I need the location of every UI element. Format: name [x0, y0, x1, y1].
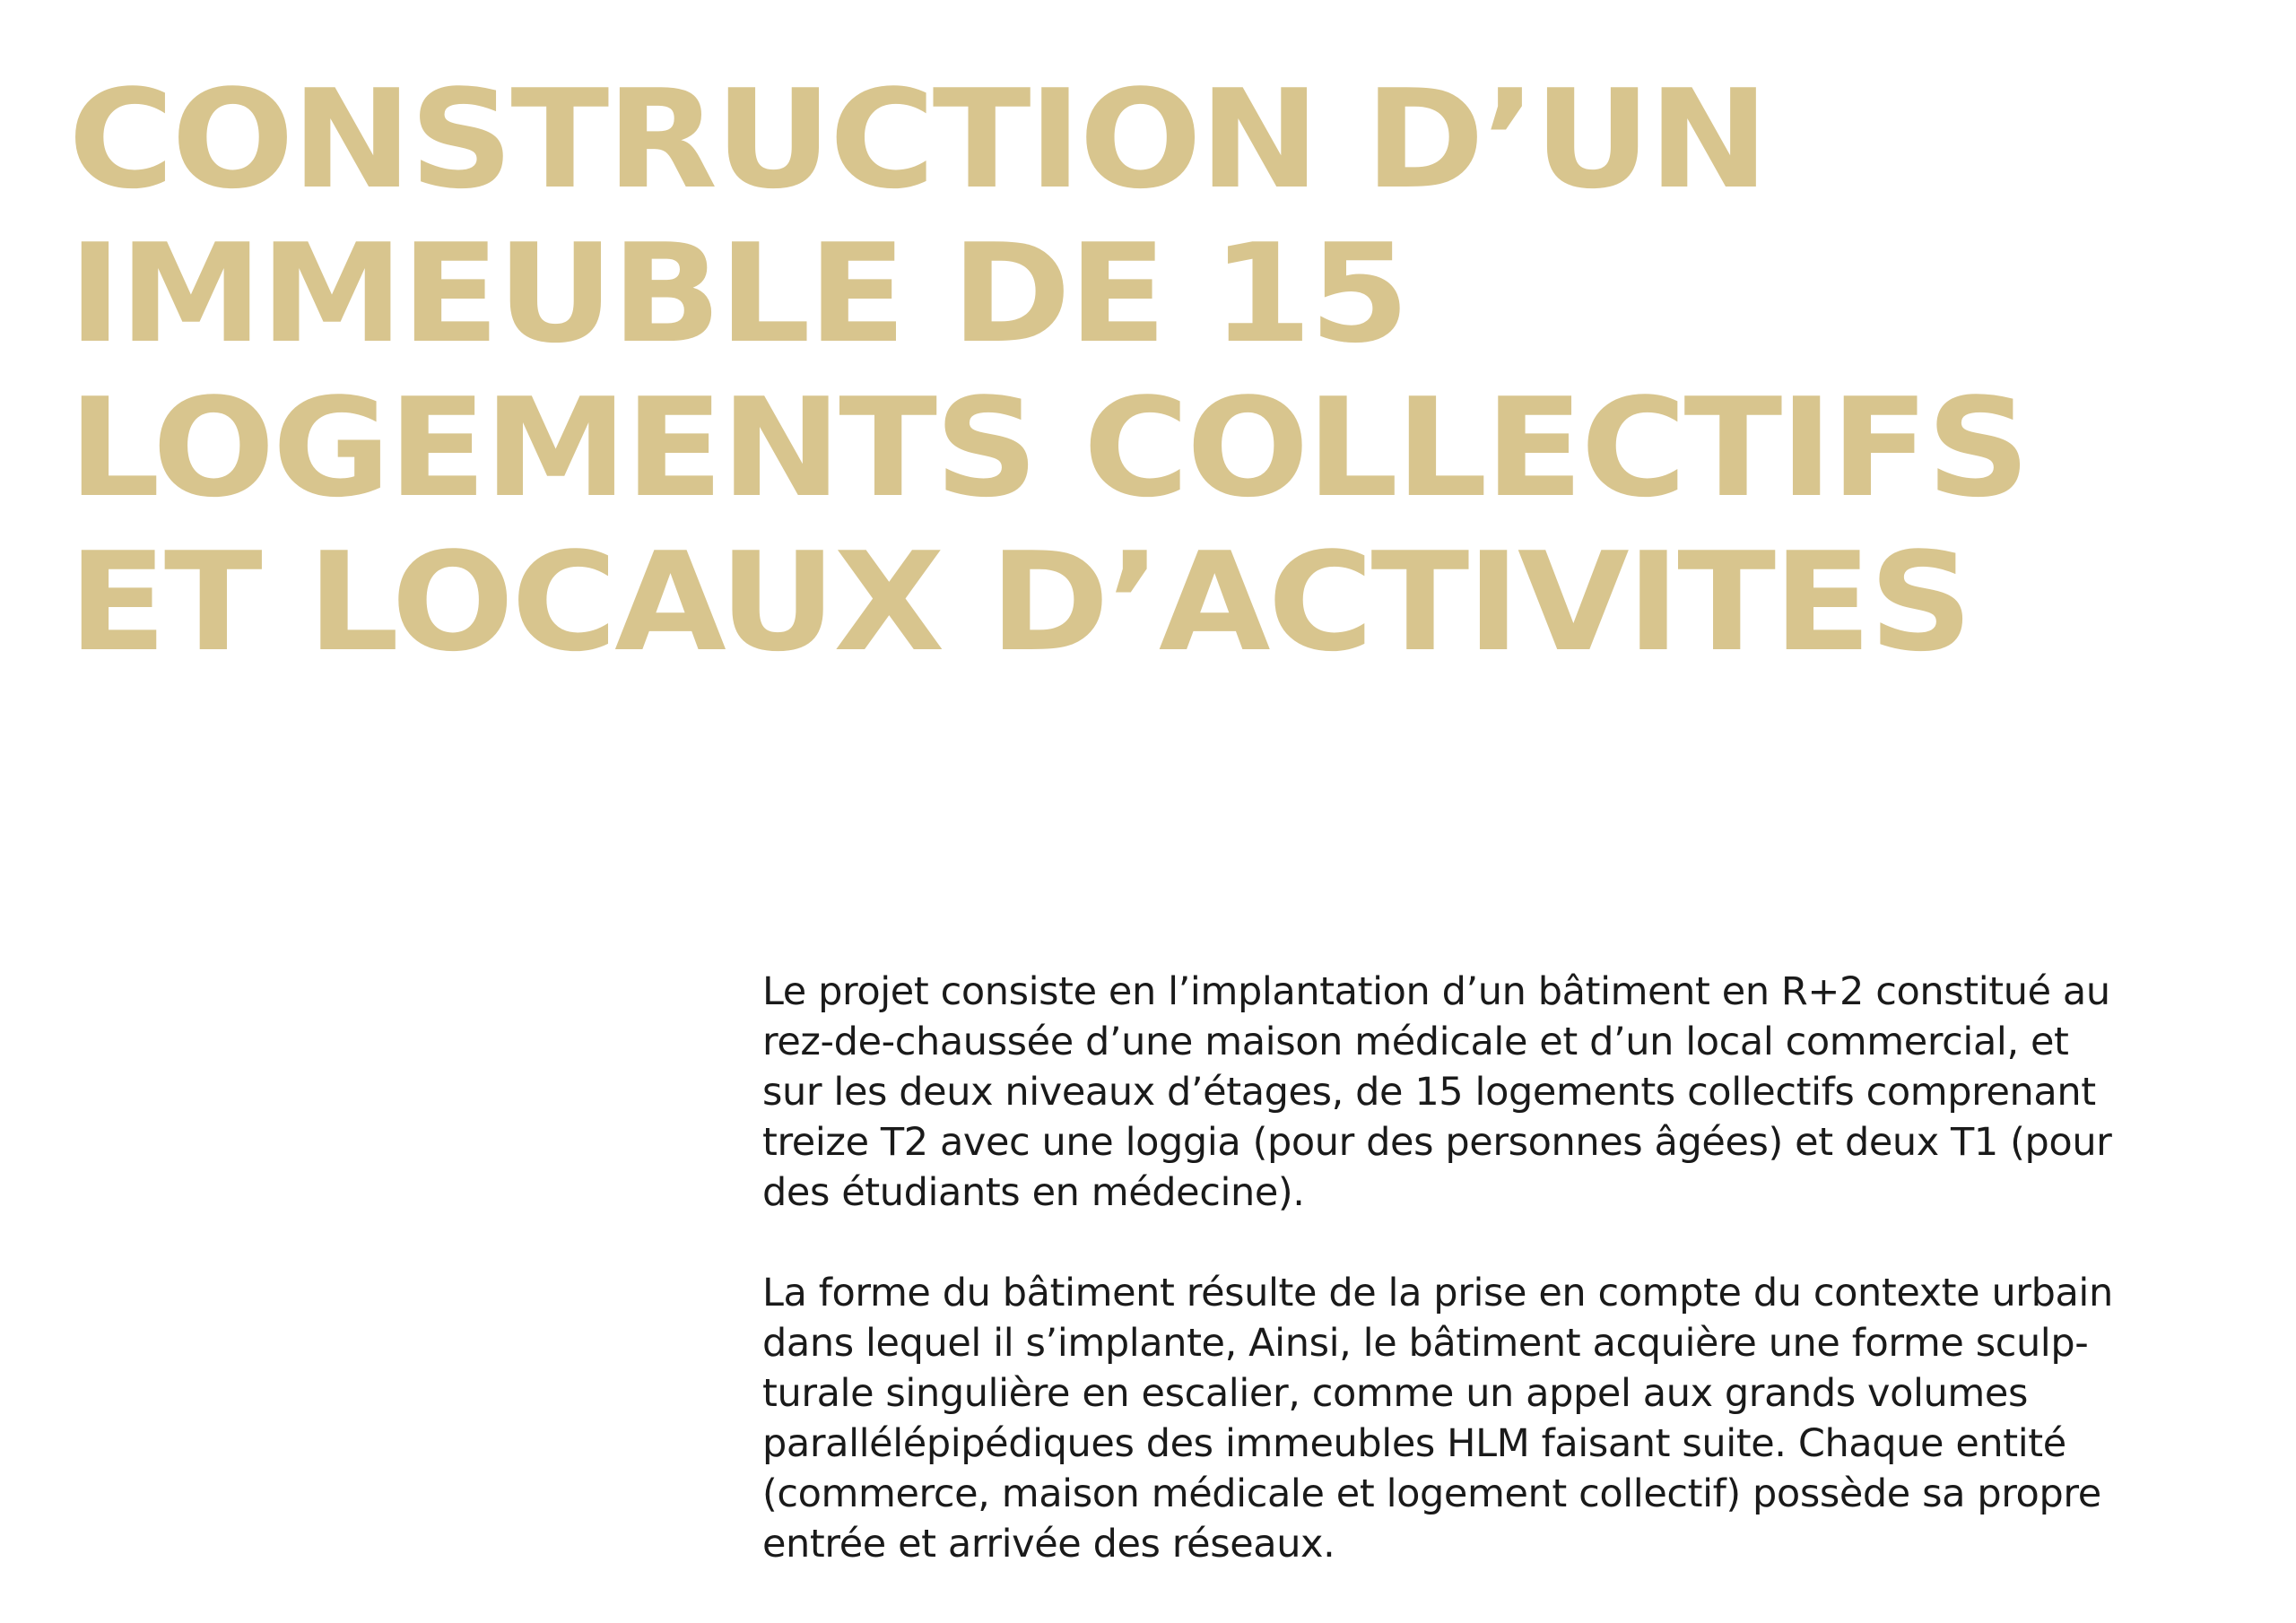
text-line: (commerce, maison médicale et logement collectif) possède sa propre: [762, 1471, 2101, 1516]
page-title: [68, 60, 2296, 681]
text-line: entrée et arrivée des réseaux.: [762, 1522, 1335, 1567]
title-line: ET LOCAUX D’ACTIVITES: [68, 523, 1970, 681]
text-line: turale singulière en escalier, comme un appel aux grands volumes: [762, 1371, 2028, 1416]
body-text: [762, 967, 2269, 1569]
text-line: des étudiants en médecine).: [762, 1170, 1305, 1215]
text-line: parallélépipédiques des immeubles HLM faisant suite. Chaque entité: [762, 1421, 2066, 1466]
text-line: rez-de-chaussée d’une maison médicale et d’un local commercial, et: [762, 1020, 2069, 1064]
title-line: CONSTRUCTION D’UN: [68, 60, 1767, 219]
paragraph-form: [762, 1268, 2269, 1569]
title-line: LOGEMENTS COLLECTIFS: [68, 369, 2028, 527]
text-line: sur les deux niveaux d’étages, de 15 logements collectifs comprenant: [762, 1070, 2096, 1115]
paragraph-project: [762, 967, 2269, 1218]
text-line: La forme du bâtiment résulte de la prise en compte du contexte urbain: [762, 1271, 2113, 1315]
text-line: treize T2 avec une loggia (pour des personnes âgées) et deux T1 (pour: [762, 1120, 2112, 1165]
title-line: IMMEUBLE DE 15: [68, 214, 1407, 373]
text-line: Le projet consiste en l’implantation d’un bâtiment en R+2 constitué au: [762, 969, 2110, 1014]
text-line: dans lequel il s’implante, Ainsi, le bâtiment acquière une forme sculp-: [762, 1321, 2089, 1366]
